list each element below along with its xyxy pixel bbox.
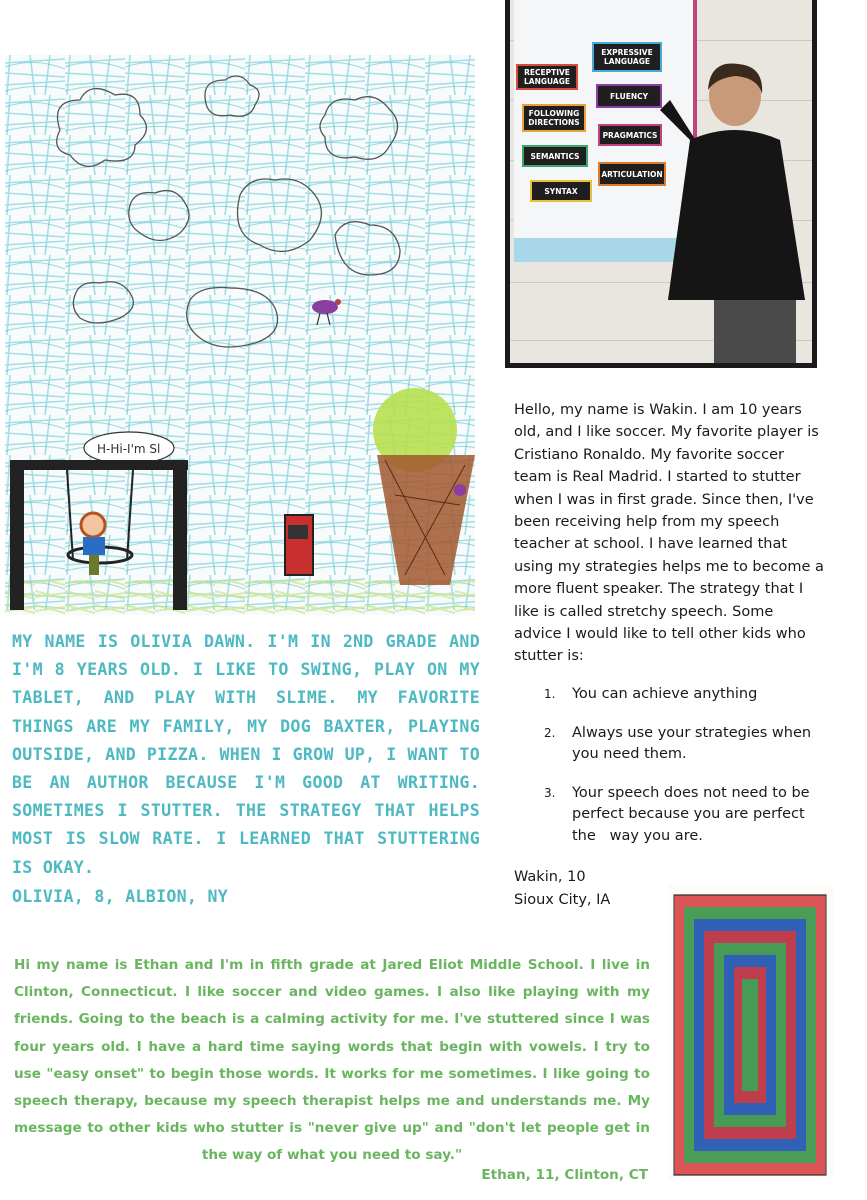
wakin-photo	[505, 0, 817, 368]
ethan-paragraph: Hi my name is Ethan and I'm in fifth grade at Jared Eliot Middle School. I live in Clinton, Connecticut. I like soccer and video games. I also like playing with my friends. Going to the beach is a calming activity for me. I've stuttered since I was four years old. I have a hard time saying words that begin with vowels. I try to use "easy onset" to begin those words. It works for me sometimes. I like going to speech therapy, because my speech therapist helps me and understands me. My message to other kids who stutter is "never give up" and "don't let people get in the way of what you need to say."	[14, 957, 650, 1164]
list-item: 3. Your speech does not need to be perfect because you are perfect the way you are.	[544, 784, 815, 844]
ethan-crayon-drawing	[668, 885, 833, 1180]
ethan-signature: Ethan, 11, Clinton, CT	[481, 1167, 648, 1183]
photo-scene	[510, 0, 812, 363]
olivia-crayon-drawing	[5, 55, 475, 615]
card-semantics: SEMANTICS	[522, 145, 588, 167]
list-item: 2. Always use your strategies when you need them.	[544, 724, 812, 762]
wakin-signature-name: Wakin, 10	[514, 869, 586, 885]
olivia-paragraph: MY NAME IS OLIVIA DAWN. I'M IN 2ND GRADE AND I'M 8 YEARS OLD. I LIKE TO SWING, PLAY ON MY TABLET, AND PLAY WITH SLIME. MY FAVORITE THINGS ARE MY FAMILY, MY DOG BAXTER, PLAYING OUTSIDE, AND PIZZA. WHEN I GROW UP, I WANT TO BE AN AUTHOR BECAUSE I'M GOOD AT WRITING. SOMETIMES I STUTTER. THE STRATEGY THAT HELPS MOST IS SLOW RATE. I LEARNED THAT STUTTERING IS OKAY.	[12, 632, 480, 877]
card-pragmatics: PRAGMATICS	[598, 124, 662, 146]
wakin-advice-list	[544, 684, 829, 864]
card-fluency: FLUENCY	[596, 84, 662, 108]
speech-bubble-text: H-Hi-I'm Sl	[97, 442, 161, 456]
wakin-signature	[514, 866, 610, 911]
wakin-paragraph: Hello, my name is Wakin. I am 10 years old, and I like soccer. My favorite player is Cristiano Ronaldo. My favorite soccer team is Real Madrid. I started to stutter when I was in first grade. Since then, I've been receiving help from my speech teacher at school. I have learned that using my strategies helps me to become a more fluent speaker. The strategy that I like is called stretchy speech. Some advice I would like to tell other kids who stutter is:	[514, 402, 824, 665]
card-receptive-language: RECEPTIVE LANGUAGE	[516, 64, 578, 90]
card-expressive-language: EXPRESSIVE LANGUAGE	[592, 42, 662, 72]
card-syntax: SYNTAX	[530, 180, 592, 202]
wakin-signature-location: Sioux City, IA	[514, 891, 611, 908]
list-item: 1. You can achieve anything	[544, 686, 758, 702]
olivia-signature: OLIVIA, 8, ALBION, NY	[12, 887, 229, 906]
boy-figure	[640, 60, 812, 363]
card-following-directions: FOLLOWING DIRECTIONS	[522, 104, 586, 132]
card-articulation: ARTICULATION	[598, 162, 666, 186]
